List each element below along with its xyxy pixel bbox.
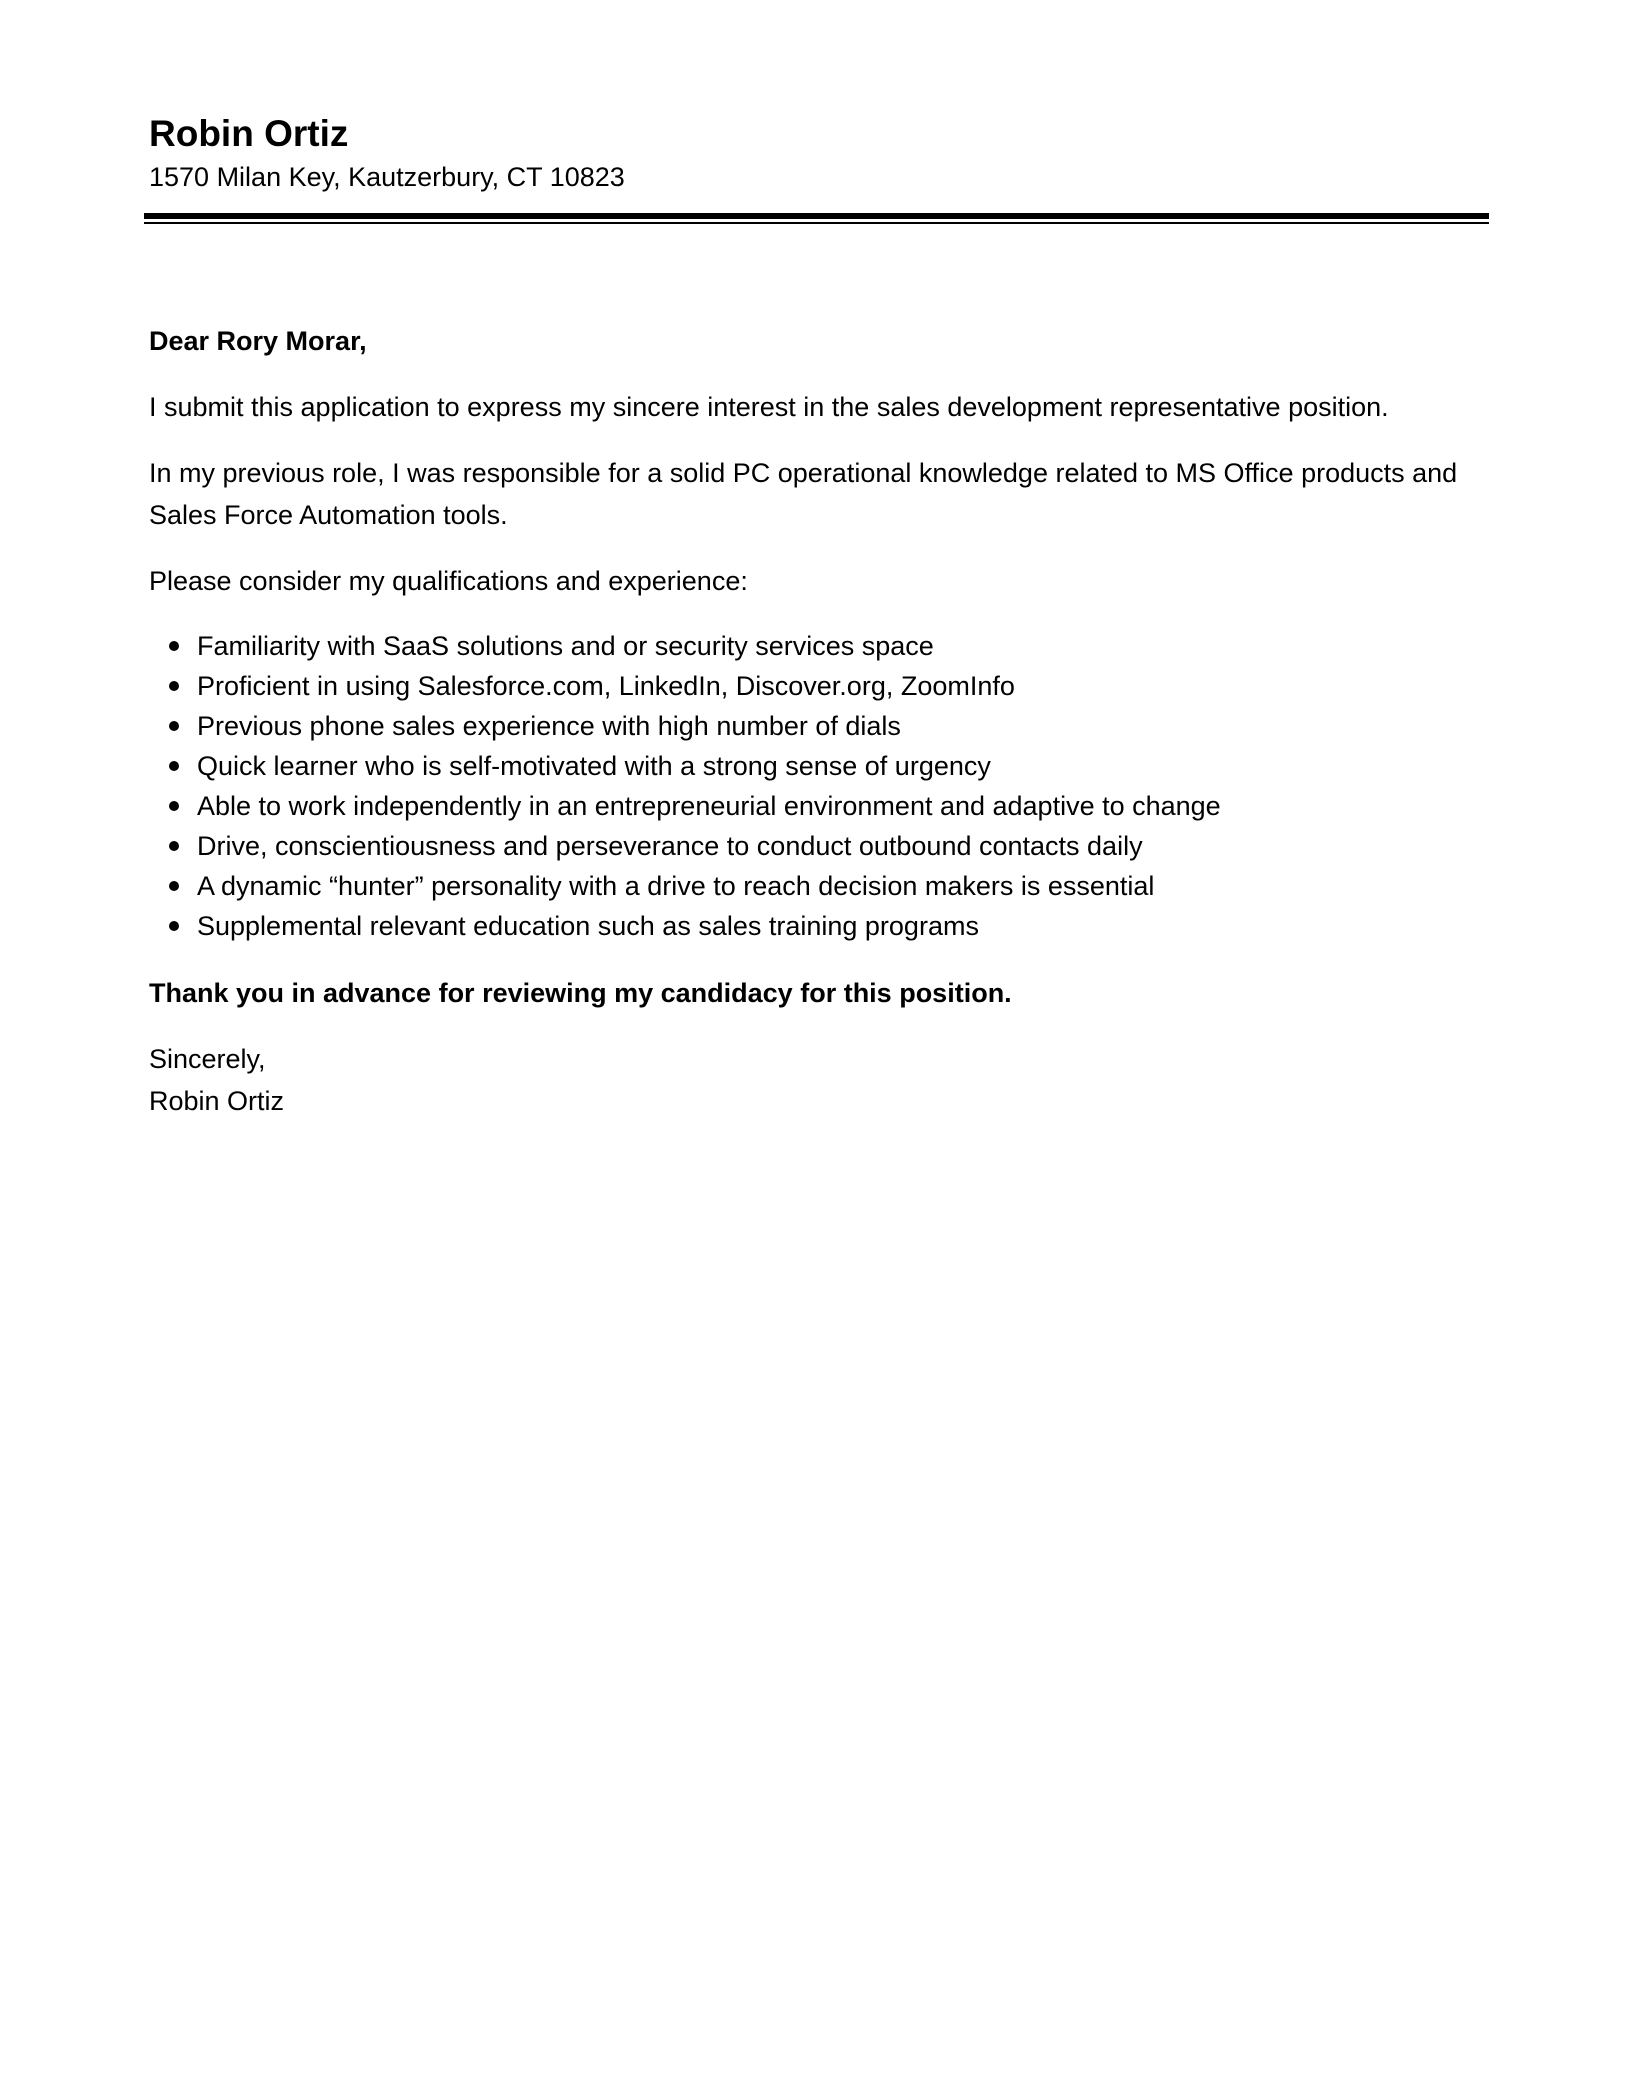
list-item-text: Proficient in using Salesforce.com, LinkedIn, Discover.org, ZoomInfo bbox=[197, 671, 1015, 701]
list-item bbox=[149, 786, 1489, 826]
bullet-icon bbox=[169, 881, 179, 891]
bullet-icon bbox=[169, 681, 179, 691]
bullet-icon bbox=[169, 801, 179, 811]
sender-address: 1570 Milan Key, Kautzerbury, CT 10823 bbox=[149, 162, 625, 192]
signature-name: Robin Ortiz bbox=[149, 1086, 285, 1116]
bullet-icon bbox=[169, 921, 179, 931]
list-item-text: Drive, conscientiousness and perseverance to conduct outbound contacts daily bbox=[197, 831, 1143, 861]
salutation: Dear Rory Morar, bbox=[149, 326, 367, 356]
signoff: Sincerely, bbox=[149, 1044, 266, 1074]
list-item bbox=[149, 666, 1489, 706]
intro-paragraph: I submit this application to express my sincere interest in the sales development representative position. bbox=[149, 392, 1389, 422]
header-divider-thin bbox=[144, 222, 1489, 224]
list-item bbox=[149, 906, 1489, 946]
header-divider-thick bbox=[144, 213, 1489, 219]
list-item-text: Quick learner who is self-motivated with a strong sense of urgency bbox=[197, 751, 991, 781]
list-item-text: Previous phone sales experience with high number of dials bbox=[197, 711, 901, 741]
list-item bbox=[149, 866, 1489, 906]
list-item-text: A dynamic “hunter” personality with a drive to reach decision makers is essential bbox=[197, 871, 1155, 901]
list-item bbox=[149, 706, 1489, 746]
qualifications-list bbox=[149, 626, 1489, 946]
bullet-icon bbox=[169, 761, 179, 771]
bullet-icon bbox=[169, 641, 179, 651]
bullet-icon bbox=[169, 841, 179, 851]
letter-body bbox=[149, 320, 1489, 1122]
closing-statement: Thank you in advance for reviewing my candidacy for this position. bbox=[149, 978, 1012, 1008]
bullet-icon bbox=[169, 721, 179, 731]
sender-name: Robin Ortiz bbox=[149, 113, 349, 154]
list-item bbox=[149, 746, 1489, 786]
list-item-text: Supplemental relevant education such as sales training programs bbox=[197, 911, 979, 941]
list-item-text: Able to work independently in an entrepreneurial environment and adaptive to change bbox=[197, 791, 1221, 821]
qualifications-lead: Please consider my qualifications and experience: bbox=[149, 566, 748, 596]
list-item bbox=[149, 826, 1489, 866]
list-item-text: Familiarity with SaaS solutions and or security services space bbox=[197, 631, 934, 661]
previous-role-paragraph: In my previous role, I was responsible for a solid PC operational knowledge related to MS Office products and Sales Force Automation tools. bbox=[149, 458, 1458, 530]
list-item bbox=[149, 626, 1489, 666]
letter-header bbox=[149, 110, 1489, 196]
